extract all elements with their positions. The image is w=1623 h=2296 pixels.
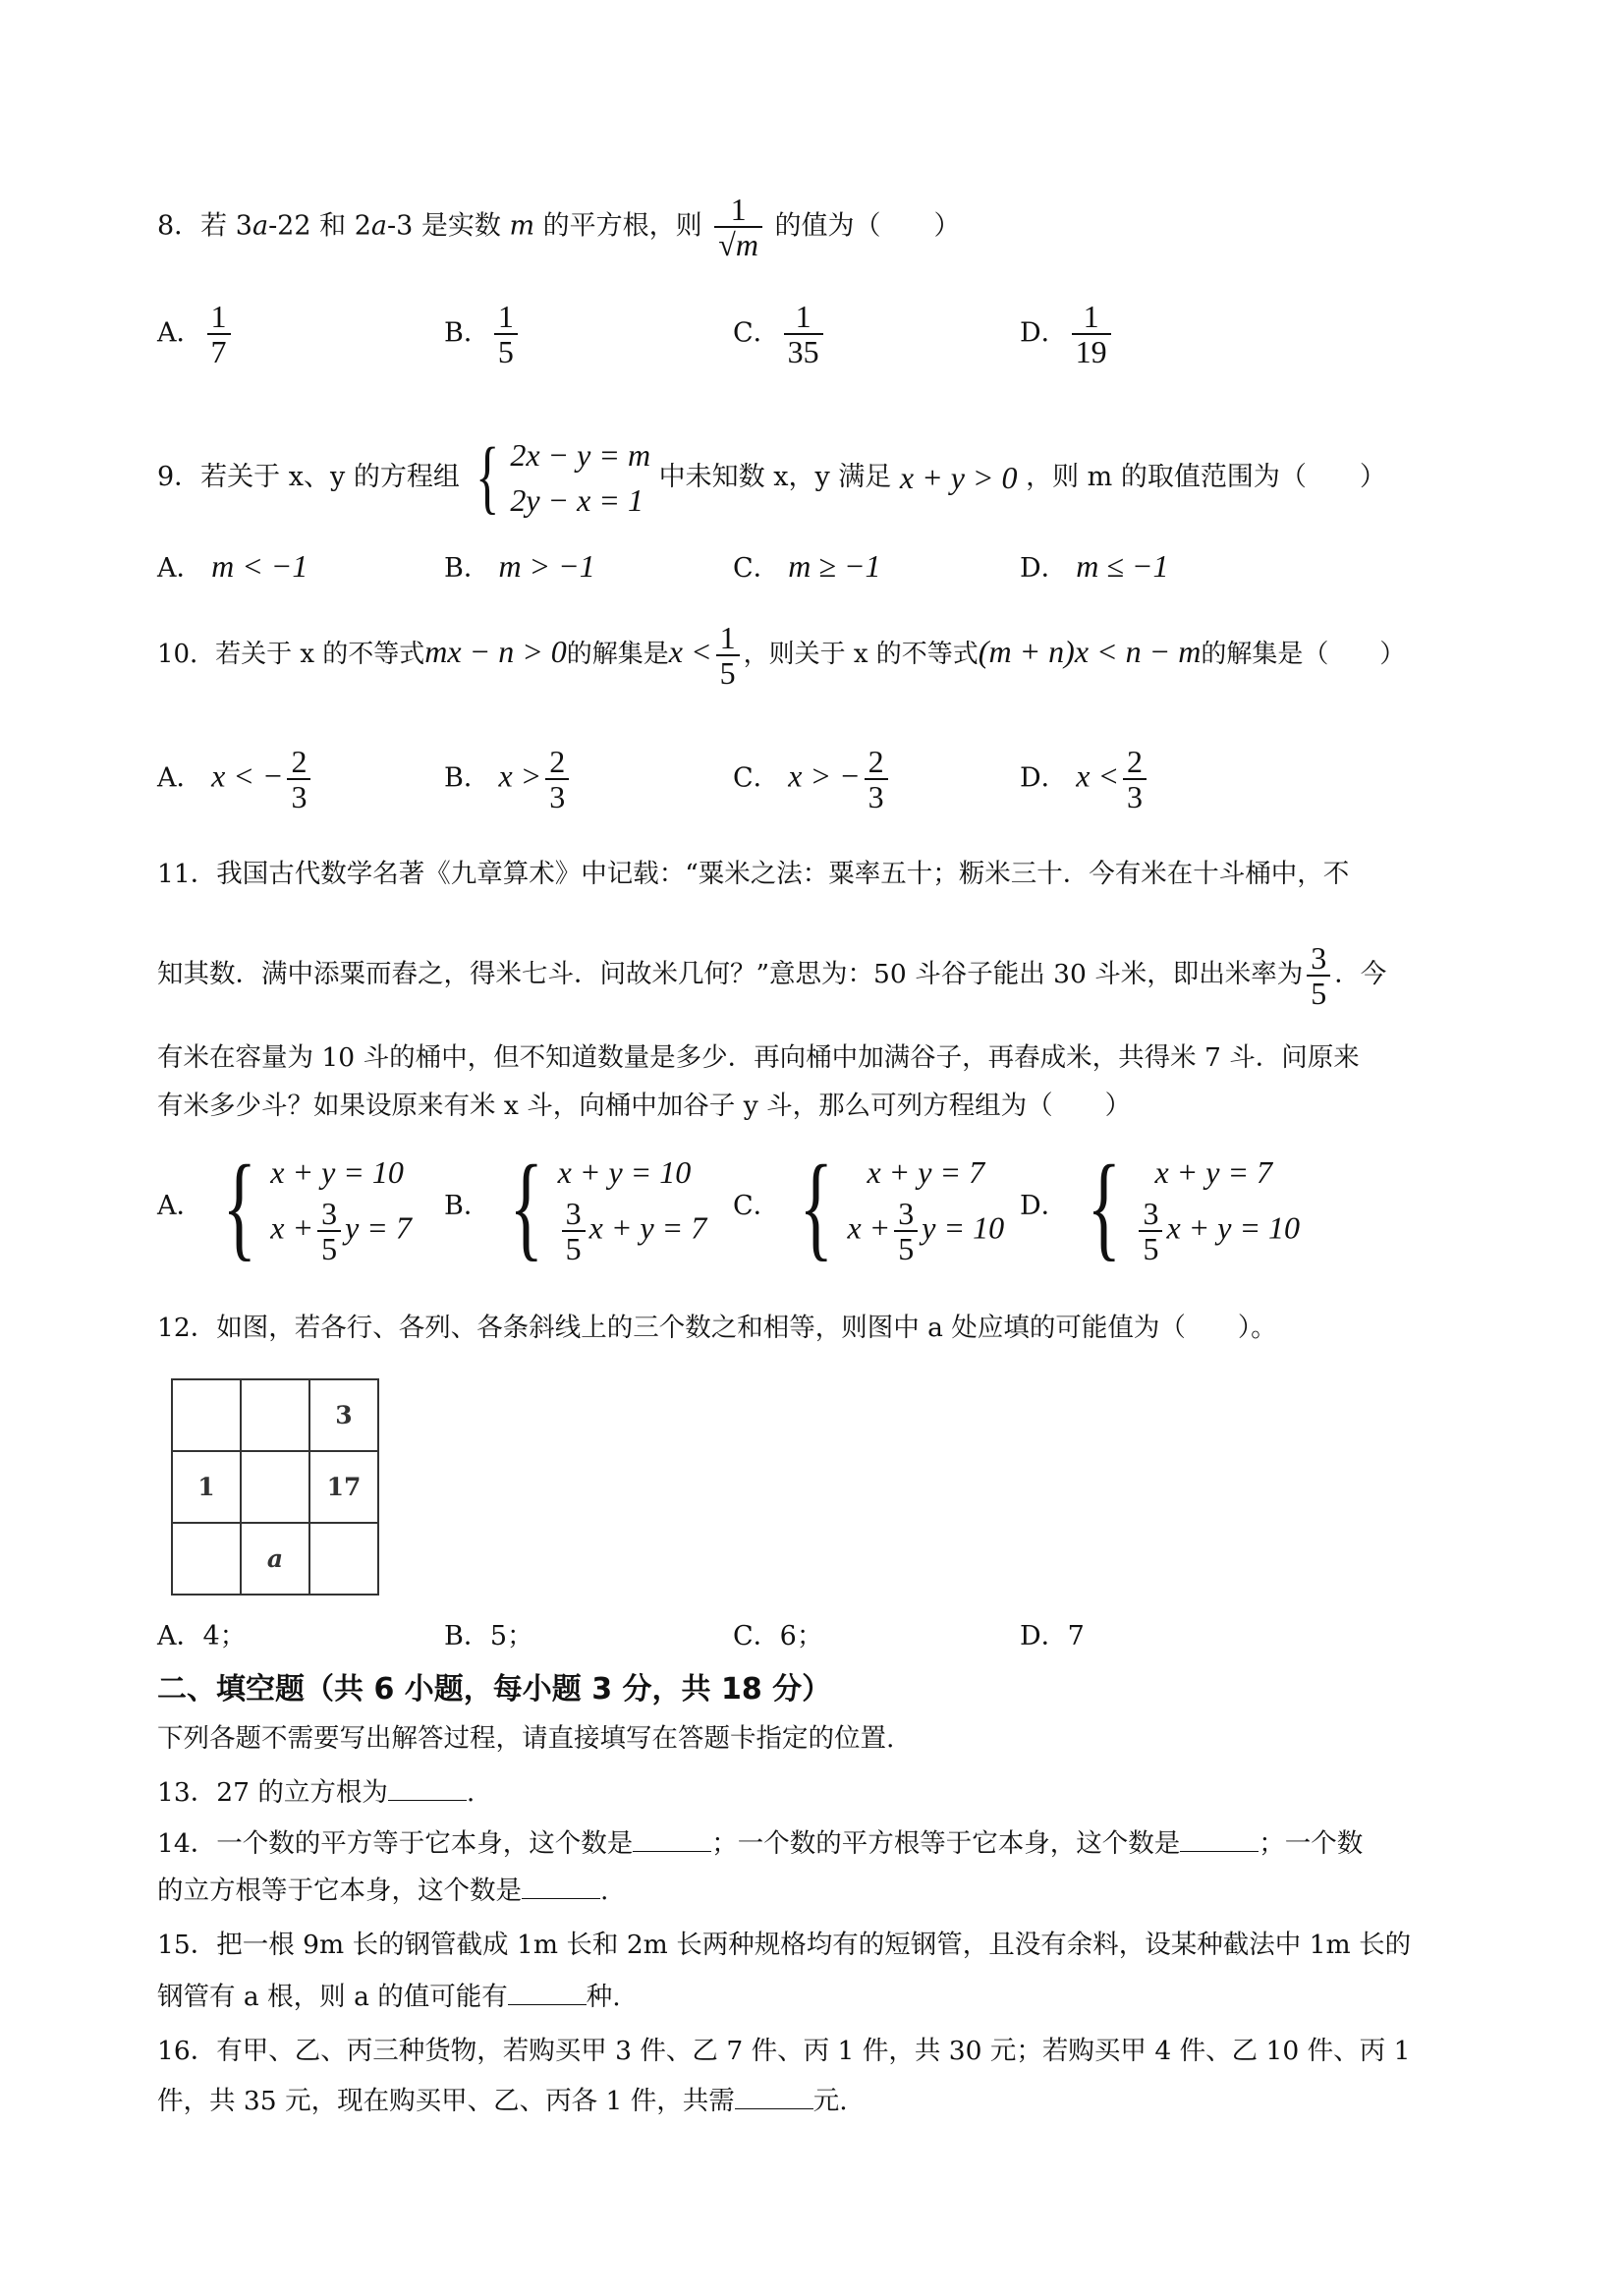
frac-numerator: 1 bbox=[719, 620, 736, 655]
q10-solution: x < bbox=[668, 634, 712, 669]
grid-row bbox=[172, 1451, 378, 1523]
answer-blank bbox=[388, 1772, 467, 1801]
answer-blank bbox=[1180, 1823, 1259, 1852]
option-expression: m > −1 bbox=[498, 548, 595, 584]
option-label: C． bbox=[733, 1621, 780, 1652]
option-label: B． bbox=[444, 317, 490, 349]
answer-blank bbox=[735, 2081, 813, 2109]
option-label: C． bbox=[733, 762, 780, 794]
q14-text: . bbox=[600, 1876, 609, 1906]
eq-fraction bbox=[562, 1197, 586, 1265]
option-c bbox=[733, 546, 881, 588]
q10-text: ，则关于 x 的不等式 bbox=[743, 640, 979, 669]
grid-cell bbox=[309, 1523, 378, 1595]
q10-inequality: (m + n)x < n − m bbox=[978, 634, 1202, 669]
option-expression: m < −1 bbox=[211, 548, 308, 584]
q13-text: . bbox=[466, 1777, 476, 1808]
q14-text: 的立方根等于它本身，这个数是 bbox=[157, 1876, 522, 1906]
q12-options bbox=[157, 1617, 1493, 1660]
q15-text: 种. bbox=[586, 1982, 621, 2012]
question-15-line-2 bbox=[157, 1977, 1485, 2017]
option-label: A． bbox=[157, 762, 203, 794]
frac-numerator: 2 bbox=[1127, 744, 1144, 779]
answer-blank bbox=[633, 1823, 711, 1852]
q15-text: 钢管有 a 根，则 a 的值可能有 bbox=[157, 1982, 508, 2012]
grid-cell bbox=[172, 1379, 241, 1451]
section-heading: 二、填空题（共 6 小题，每小题 3 分，共 18 分） bbox=[157, 1672, 832, 1707]
frac-denominator: 5 bbox=[716, 654, 740, 690]
frac-numerator: 1 bbox=[795, 299, 812, 334]
eq-fraction bbox=[1139, 1197, 1162, 1265]
option-label: D． bbox=[1020, 553, 1068, 584]
q8-var-a: a bbox=[252, 210, 269, 242]
option-expression: x < bbox=[1076, 757, 1120, 794]
option-label: B． bbox=[444, 762, 490, 794]
q8-var-m: m bbox=[509, 210, 535, 242]
option-label: C． bbox=[733, 553, 780, 584]
q11-line-4: 有米多少斗？如果设原来有米 x 斗，向桶中加谷子 y 斗，那么可列方程组为（ ） bbox=[157, 1091, 1132, 1121]
option-fraction bbox=[1123, 745, 1147, 813]
option-c bbox=[733, 745, 892, 813]
q11-line-1: 11．我国古代数学名著《九章算术》中记载：“粟米之法：粟率五十；粝米三十．今有米在十斗桶中，不 bbox=[157, 859, 1350, 889]
grid-cell bbox=[172, 1523, 241, 1595]
option-fraction bbox=[1072, 300, 1111, 368]
option-a bbox=[157, 1141, 412, 1271]
magic-square-grid bbox=[171, 1378, 379, 1596]
option-label: D． bbox=[1020, 317, 1068, 349]
option-label: C． bbox=[733, 317, 780, 349]
frac-numerator: 1 bbox=[497, 299, 514, 334]
grid-cell: 3 bbox=[309, 1379, 378, 1451]
option-label: B． bbox=[444, 1191, 490, 1221]
frac-denominator: 3 bbox=[545, 778, 569, 813]
option-equation-system bbox=[1135, 1148, 1300, 1265]
option-label: D． bbox=[1020, 762, 1068, 794]
equation-1: 2x − y = m bbox=[510, 437, 651, 473]
option-label: B． bbox=[444, 553, 490, 584]
option-equation-system bbox=[270, 1148, 412, 1265]
eq-part: x + y = 10 bbox=[1166, 1209, 1301, 1246]
q9-text: ，则 m 的取值范围为（ ） bbox=[1026, 462, 1386, 492]
frac-denominator: 7 bbox=[207, 333, 231, 368]
q11-line-2 bbox=[157, 941, 1485, 1010]
option-fraction bbox=[545, 745, 569, 813]
frac-numerator: 2 bbox=[291, 744, 308, 779]
q9-text: 9．若关于 x、y 的方程组 bbox=[157, 462, 460, 492]
frac-denominator: 19 bbox=[1072, 333, 1111, 368]
frac-denominator: 3 bbox=[865, 778, 888, 813]
frac-numerator: 2 bbox=[867, 744, 884, 779]
frac-denominator: 5 bbox=[562, 1230, 586, 1265]
q14-text: ；一个数的平方根等于它本身，这个数是 bbox=[711, 1828, 1181, 1859]
left-brace: { bbox=[476, 431, 500, 523]
q14-text: ；一个数 bbox=[1259, 1828, 1364, 1859]
left-brace: { bbox=[799, 1141, 834, 1271]
frac-numerator: 3 bbox=[565, 1196, 582, 1231]
equation-1: x + y = 7 bbox=[1154, 1154, 1273, 1190]
q8-text: 的平方根，则 bbox=[534, 210, 702, 242]
q11-line-3: 有米在容量为 10 斗的桶中，但不知道数量是多少．再向桶中加满谷子，再舂成米，共得米 7 斗．问原来 bbox=[157, 1042, 1360, 1073]
option-b bbox=[444, 546, 595, 588]
option-label: B． bbox=[444, 1621, 490, 1652]
option-label: C． bbox=[733, 1191, 780, 1221]
option-d bbox=[1020, 1617, 1085, 1656]
grid-row bbox=[172, 1379, 378, 1451]
equation-1: x + y = 10 bbox=[270, 1154, 404, 1190]
grid-cell: 1 bbox=[172, 1451, 241, 1523]
option-b bbox=[444, 1617, 533, 1656]
frac-denominator: 5 bbox=[1307, 975, 1330, 1010]
equation-2 bbox=[1135, 1197, 1300, 1265]
eq-part: x + bbox=[847, 1209, 891, 1246]
q10-text: 的解集是 bbox=[566, 640, 669, 669]
left-brace: { bbox=[222, 1141, 257, 1271]
left-brace: { bbox=[1087, 1141, 1122, 1271]
q9-text: 中未知数 x，y 满足 bbox=[658, 462, 892, 492]
option-expression: x < − bbox=[211, 757, 284, 794]
q11-fraction bbox=[1307, 941, 1330, 1010]
answer-blank bbox=[522, 1871, 600, 1899]
grid-cell bbox=[241, 1451, 309, 1523]
option-d bbox=[1020, 300, 1115, 368]
frac-denominator: √m bbox=[714, 226, 762, 261]
q9-condition: x + y > 0 bbox=[899, 460, 1018, 495]
frac-denominator: 3 bbox=[287, 778, 310, 813]
q16-text: 件，共 35 元，现在购买甲、乙、丙各 1 件，共需 bbox=[157, 2086, 735, 2116]
left-brace: { bbox=[509, 1141, 544, 1271]
q8-text: -22 和 2 bbox=[268, 210, 371, 242]
option-value: 7 bbox=[1067, 1621, 1085, 1652]
option-label: A． bbox=[157, 317, 203, 349]
frac-numerator: 3 bbox=[1143, 1196, 1159, 1231]
option-c bbox=[733, 1141, 1005, 1271]
frac-denominator: 35 bbox=[784, 333, 823, 368]
question-8 bbox=[157, 193, 1485, 261]
option-equation-system bbox=[847, 1148, 1004, 1265]
question-16-line-1: 16．有甲、乙、丙三种货物，若购买甲 3 件、乙 7 件、丙 1 件，共 30 元；若购买甲 4 件、乙 10 件、丙 1 bbox=[157, 2036, 1411, 2066]
grid-cell bbox=[241, 1379, 309, 1451]
eq-part: x + bbox=[270, 1209, 314, 1246]
question-9 bbox=[157, 432, 1485, 521]
q11-options bbox=[157, 1141, 1493, 1275]
option-c bbox=[733, 300, 827, 368]
question-12: 12．如图，若各行、各列、各条斜线上的三个数之和相等，则图中 a 处应填的可能值为（ ）。 bbox=[157, 1313, 1277, 1343]
frac-numerator: 1 bbox=[1083, 299, 1099, 334]
option-b bbox=[444, 300, 522, 368]
equation-2 bbox=[847, 1197, 1004, 1265]
question-14-line-1 bbox=[157, 1823, 1485, 1864]
frac-numerator: 3 bbox=[321, 1196, 338, 1231]
answer-blank bbox=[508, 1977, 587, 2005]
question-15-line-1: 15．把一根 9m 长的钢管截成 1m 长和 2m 长两种规格均有的短钢管，且没有余料，设某种截法中 1m 长的 bbox=[157, 1930, 1412, 1960]
option-value: 5； bbox=[489, 1621, 534, 1652]
q10-fraction bbox=[716, 621, 740, 690]
eq-fraction bbox=[317, 1197, 341, 1265]
option-b bbox=[444, 1141, 707, 1271]
q10-text: 的解集是（ ） bbox=[1201, 640, 1406, 669]
q9-options bbox=[157, 546, 1493, 591]
eq-fraction bbox=[894, 1197, 918, 1265]
frac-numerator: 3 bbox=[898, 1196, 915, 1231]
option-fraction bbox=[865, 745, 888, 813]
q10-options bbox=[157, 745, 1493, 843]
q8-text: -3 是实数 bbox=[387, 210, 510, 242]
option-d bbox=[1020, 1141, 1301, 1271]
q16-text: 元. bbox=[812, 2086, 848, 2116]
option-label: A． bbox=[157, 1621, 203, 1652]
frac-numerator: 1 bbox=[210, 299, 227, 334]
frac-numerator: 2 bbox=[549, 744, 566, 779]
eq-part: x + y = 7 bbox=[588, 1209, 707, 1246]
q8-fraction bbox=[714, 193, 762, 261]
option-expression: x > bbox=[498, 757, 542, 794]
option-c bbox=[733, 1617, 823, 1656]
question-16-line-2 bbox=[157, 2081, 1485, 2121]
eq-part: y = 7 bbox=[345, 1209, 412, 1246]
q11-text: 知其数．满中添粟而舂之，得米七斗．问故米几何？”意思为：50 斗谷子能出 30 斗米，即出米率为 bbox=[157, 959, 1304, 989]
equation-2: 2y − x = 1 bbox=[510, 482, 644, 518]
frac-denominator: 5 bbox=[494, 333, 518, 368]
q10-inequality: mx − n > 0 bbox=[424, 634, 567, 669]
equation-2 bbox=[558, 1197, 707, 1265]
q8-text: 8．若 3 bbox=[157, 210, 252, 242]
option-value: 4； bbox=[202, 1621, 247, 1652]
q13-text: 13．27 的立方根为 bbox=[157, 1777, 388, 1808]
option-label: A． bbox=[157, 553, 203, 584]
question-10 bbox=[157, 621, 1485, 690]
frac-numerator: 3 bbox=[1311, 940, 1327, 976]
question-13 bbox=[157, 1772, 1485, 1813]
option-fraction bbox=[494, 300, 518, 368]
grid-cell: a bbox=[241, 1523, 309, 1595]
option-fraction bbox=[207, 300, 231, 368]
option-label: A． bbox=[157, 1191, 203, 1221]
equation-2 bbox=[270, 1197, 412, 1265]
option-expression: m ≤ −1 bbox=[1076, 548, 1169, 584]
frac-denominator: 5 bbox=[894, 1230, 918, 1265]
grid-cell: 17 bbox=[309, 1451, 378, 1523]
q8-text: 的值为（ ） bbox=[774, 210, 961, 242]
option-fraction bbox=[287, 745, 310, 813]
equation-1: x + y = 7 bbox=[867, 1154, 985, 1190]
question-14-line-2 bbox=[157, 1871, 1485, 1911]
q14-text: 14．一个数的平方等于它本身，这个数是 bbox=[157, 1828, 634, 1859]
option-a bbox=[157, 745, 314, 813]
q10-text: 10．若关于 x 的不等式 bbox=[157, 640, 425, 669]
option-a bbox=[157, 300, 235, 368]
section-instruction: 下列各题不需要写出解答过程，请直接填写在答题卡指定的位置. bbox=[157, 1723, 895, 1754]
option-expression: x > − bbox=[788, 757, 861, 794]
option-expression: m ≥ −1 bbox=[788, 548, 881, 584]
option-fraction bbox=[784, 300, 823, 368]
q8-var-a: a bbox=[370, 210, 387, 242]
eq-part: y = 10 bbox=[922, 1209, 1005, 1246]
q11-text: ．今 bbox=[1334, 959, 1387, 989]
option-d bbox=[1020, 745, 1150, 813]
q8-options bbox=[157, 300, 1493, 398]
option-d bbox=[1020, 546, 1169, 588]
frac-denominator: 5 bbox=[1139, 1230, 1162, 1265]
frac-denominator: 3 bbox=[1123, 778, 1147, 813]
option-b bbox=[444, 745, 573, 813]
q9-equation-system bbox=[510, 432, 650, 523]
frac-numerator: 1 bbox=[730, 192, 747, 227]
equation-1: x + y = 10 bbox=[557, 1154, 692, 1190]
grid-row bbox=[172, 1523, 378, 1595]
option-equation-system bbox=[558, 1148, 707, 1265]
option-label: D． bbox=[1020, 1621, 1068, 1652]
frac-denominator: 5 bbox=[317, 1230, 341, 1265]
option-value: 6； bbox=[779, 1621, 823, 1652]
option-a bbox=[157, 1617, 247, 1656]
option-a bbox=[157, 546, 308, 588]
option-label: D． bbox=[1020, 1191, 1068, 1221]
